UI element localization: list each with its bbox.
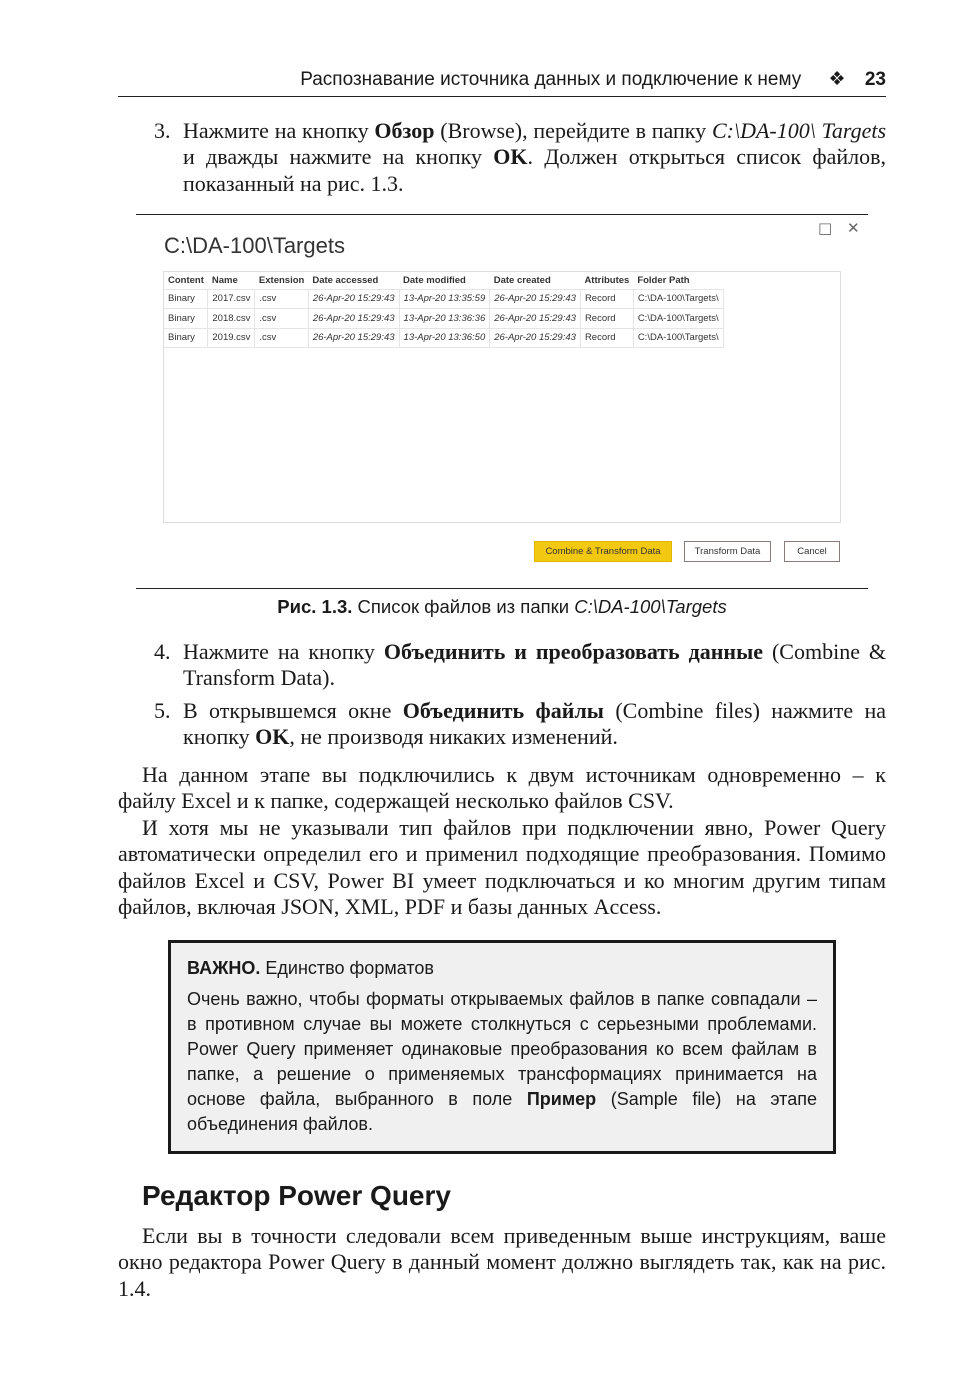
- running-header: [118, 68, 886, 97]
- text: (Combine & Transform Data).: [183, 639, 887, 691]
- text: и дважды нажмите на кнопку: [183, 144, 494, 170]
- table-row: [164, 289, 723, 309]
- section-heading: Редактор Power Query: [142, 1180, 451, 1211]
- table-cell: 2017.csv: [208, 289, 255, 309]
- table-row: [164, 309, 723, 329]
- bold-text: Объединить файлы: [402, 698, 604, 723]
- bold-text: OK: [493, 144, 528, 170]
- table-cell: .csv: [255, 289, 308, 309]
- text: . Должен открыться список файлов, показанный на рис. 1.3.: [183, 144, 886, 196]
- important-note: [168, 940, 836, 1154]
- file-table: [163, 271, 841, 523]
- transform-data-button[interactable]: Transform Data: [684, 541, 771, 562]
- table-cell: C:\DA-100\Targets\: [633, 328, 723, 348]
- text: , не производя никаких изменений.: [289, 724, 618, 750]
- table-cell: 26-Apr-20 15:29:43: [490, 328, 581, 348]
- table-cell: Binary: [164, 289, 208, 309]
- table-cell: Record: [580, 328, 633, 348]
- table-cell: 13-Apr-20 13:36:50: [399, 328, 490, 348]
- bold-text: Обзор: [374, 118, 435, 143]
- column-header[interactable]: Name: [208, 272, 255, 289]
- column-header[interactable]: Folder Path: [633, 272, 723, 289]
- maximize-icon[interactable]: □: [818, 219, 833, 237]
- table-cell: .csv: [255, 309, 308, 329]
- table-cell: C:\DA-100\Targets\: [633, 289, 723, 309]
- table-cell: 13-Apr-20 13:35:59: [399, 289, 490, 309]
- caption-path: C:\DA-100\Targets: [574, 596, 727, 617]
- close-icon[interactable]: ✕: [847, 219, 860, 237]
- column-header[interactable]: Date accessed: [308, 272, 399, 289]
- note-label: ВАЖНО.: [187, 958, 261, 978]
- column-header[interactable]: Date modified: [399, 272, 490, 289]
- header-separator-icon: ❖: [828, 69, 846, 90]
- note-title: Единство форматов: [260, 958, 434, 978]
- table-cell: .csv: [255, 328, 308, 348]
- text: Нажмите на кнопку: [183, 118, 375, 143]
- table-cell: 26-Apr-20 15:29:43: [490, 289, 581, 309]
- table-cell: C:\DA-100\Targets\: [633, 309, 723, 329]
- table-cell: 26-Apr-20 15:29:43: [308, 289, 399, 309]
- text: (Browse), перейдите в папку: [434, 118, 712, 143]
- table-cell: 13-Apr-20 13:36:36: [399, 309, 490, 329]
- bold-text: Пример: [526, 1089, 597, 1109]
- cancel-button[interactable]: Cancel: [784, 541, 840, 562]
- table-cell: 2019.csv: [208, 328, 255, 348]
- figure-screenshot: [136, 214, 868, 589]
- dialog-title: C:\DA-100\Targets: [164, 233, 345, 258]
- table-row: [164, 328, 723, 348]
- table-cell: Binary: [164, 328, 208, 348]
- bold-text: Объединить и преобразовать данные: [383, 639, 764, 664]
- column-header[interactable]: Content: [164, 272, 208, 289]
- note-text: Очень важно, чтобы форматы открываемых файлов в папке совпадали – в противном случае вы можете столкнуться с серьезными проблемами. Power Query применяет одинаковые преобразования ко всем файлам в папке, а решение о применяемых трансформациях принимается на основе файла, выбранного в поле: [187, 989, 817, 1109]
- caption-label: Рис. 1.3.: [277, 596, 353, 617]
- table-cell: 26-Apr-20 15:29:43: [490, 309, 581, 329]
- section-paragraph: Если вы в точности следовали всем приведенным выше инструкциям, ваше окно редактора Power Query в данный момент должно выглядеть так, как на рис. 1.4.: [118, 1223, 886, 1301]
- text: (Combine files) нажмите на кнопку: [183, 698, 886, 750]
- step-number: 5.: [154, 698, 171, 723]
- step-4: [154, 639, 886, 692]
- column-header[interactable]: Date created: [490, 272, 581, 289]
- paragraph-2: И хотя мы не указывали тип файлов при подключении явно, Power Query автоматически определил его и применил подходящие преобразования. Помимо файлов Excel и CSV, Power BI умеет подключаться и ко многим другим типам файлов, включая JSON, XML, PDF и базы данных Access.: [118, 815, 886, 919]
- path-text: C:\DA-100\ Targets: [711, 118, 887, 143]
- table-cell: Binary: [164, 309, 208, 329]
- table-cell: 26-Apr-20 15:29:43: [308, 309, 399, 329]
- figure-caption: [118, 596, 886, 618]
- text: Нажмите на кнопку: [183, 639, 384, 664]
- table-cell: Record: [580, 309, 633, 329]
- combine-transform-button[interactable]: Combine & Transform Data: [534, 541, 672, 562]
- caption-text: Список файлов из папки: [352, 596, 575, 617]
- step-5: [154, 698, 886, 751]
- column-header[interactable]: Extension: [255, 272, 308, 289]
- table-cell: 2018.csv: [208, 309, 255, 329]
- table-cell: Record: [580, 289, 633, 309]
- step-3: [154, 118, 886, 197]
- step-number: 3.: [154, 118, 171, 143]
- text: В открывшемся окне: [183, 698, 403, 723]
- bold-text: OK: [255, 724, 290, 750]
- header-title: Распознавание источника данных и подключение к нему: [300, 69, 802, 90]
- paragraph-1: На данном этапе вы подключились к двум источникам одновременно – к файлу Excel и к папке, содержащей несколько файлов CSV.: [118, 762, 886, 814]
- note-text: (Sample file) на этапе объединения файлов.: [187, 1089, 817, 1134]
- page-number: 23: [864, 69, 886, 90]
- column-header[interactable]: Attributes: [580, 272, 633, 289]
- step-number: 4.: [154, 639, 171, 664]
- table-cell: 26-Apr-20 15:29:43: [308, 328, 399, 348]
